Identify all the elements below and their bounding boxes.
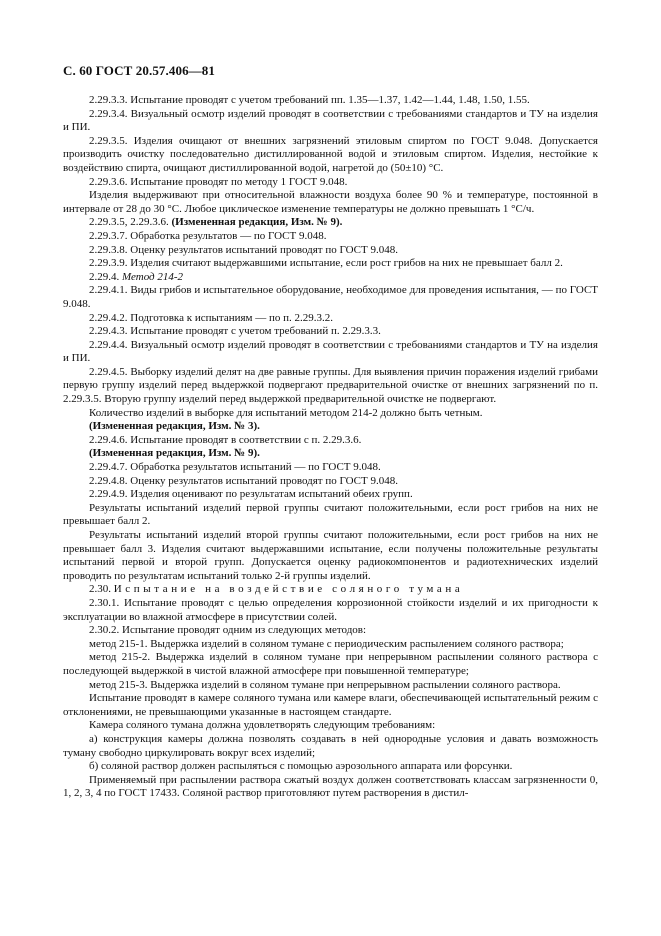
paragraph-text: 2.29.4. bbox=[89, 270, 122, 283]
paragraph-text: 2.29.4.9. Изделия оценивают по результатам испытаний обеих групп. bbox=[89, 488, 413, 501]
paragraph-text: 2.29.4.5. Выборку изделий делят на две равные группы. Для выявления причин поражения изделий грибами первую группу изделий перед выдержкой подвергают предварительной очистке от внешних загрязнений по п. 2.29.3.5. Вторую группу изделий перед выдержкой предварительной очистке не подвергают. bbox=[63, 365, 598, 406]
paragraph bbox=[63, 434, 598, 448]
paragraph-text: 2.29.3.9. Изделия считают выдержавшими испытание, если рост грибов на них не превышает балл 2. bbox=[89, 257, 563, 270]
page-header: С. 60 ГОСТ 20.57.406—81 bbox=[63, 63, 215, 78]
paragraph bbox=[63, 692, 598, 719]
paragraph-text: 2.29.4.4. Визуальный осмотр изделий проводят в соответствии с требованиями стандартов и ТУ на изделия и ПИ. bbox=[63, 338, 598, 365]
paragraph bbox=[63, 312, 598, 326]
paragraph bbox=[63, 447, 598, 461]
method-title: Метод 214-2 bbox=[122, 270, 184, 283]
paragraph-text: Изделия выдерживают при относительной влажности воздуха более 90 % и температуре, постоянной в интервале от 28 до 30 °С. Любое циклическое изменение температуры не должно превышать 1 °С/ч. bbox=[63, 189, 598, 215]
paragraph-text: метод 215-2. Выдержка изделий в соляном тумане при непрерывном распылении соляного раствора с последующей выдержкой в чистой влажной атмосфере при повышенной температуре; bbox=[63, 651, 598, 677]
paragraph bbox=[63, 94, 598, 108]
paragraph bbox=[63, 679, 598, 693]
paragraph-text: метод 215-3. Выдержка изделий в соляном тумане при непрерывном распылении соляного раствора. bbox=[89, 678, 561, 691]
section-title: Испытание на воздействие соляного тумана bbox=[113, 583, 464, 596]
paragraph bbox=[63, 502, 598, 529]
paragraph bbox=[63, 176, 598, 190]
paragraph bbox=[63, 651, 598, 678]
paragraph bbox=[63, 638, 598, 652]
paragraph bbox=[63, 420, 598, 434]
paragraph-text: 2.30. bbox=[89, 583, 114, 596]
paragraph bbox=[63, 339, 598, 366]
paragraph bbox=[63, 475, 598, 489]
paragraph-text: Камера соляного тумана должна удовлетворять следующим требованиям: bbox=[89, 719, 436, 732]
paragraph bbox=[63, 760, 598, 774]
paragraph-text: 2.30.2. Испытание проводят одним из следующих методов: bbox=[89, 624, 367, 637]
amendment-note: (Измененная редакция, Изм. № 9). bbox=[89, 447, 260, 460]
paragraph bbox=[63, 135, 598, 176]
paragraph bbox=[63, 624, 598, 638]
paragraph bbox=[63, 108, 598, 135]
paragraph-text: Результаты испытаний изделий второй группы считают положительными, если рост грибов на них не превышает балл 3. Изделия считают выдержавшими испытание, если получены положительные результаты испытаний первой и второй групп. Допускается оценку радиокомпонентов и радиотехнических изделий проводить по результатам испытаний только 2-й группы изделий. bbox=[63, 529, 598, 582]
paragraph bbox=[63, 774, 598, 801]
paragraph-text: 2.29.3.6. Испытание проводят по методу 1 ГОСТ 9.048. bbox=[89, 175, 348, 188]
paragraph bbox=[63, 407, 598, 421]
paragraph-text: Результаты испытаний изделий первой группы считают положительными, если рост грибов на них не превышает балл 2. bbox=[63, 501, 598, 528]
paragraph-text: 2.29.4.8. Оценку результатов испытаний проводят по ГОСТ 9.048. bbox=[89, 474, 398, 487]
paragraph-text: метод 215-1. Выдержка изделий в соляном тумане с периодическим распылением соляного раствора; bbox=[89, 637, 564, 650]
amendment-note: (Измененная редакция, Изм. № 3). bbox=[89, 420, 260, 433]
paragraph-text: 2.29.3.5, 2.29.3.6. bbox=[89, 216, 172, 229]
paragraph-text: Количество изделий в выборке для испытаний методом 214-2 должно быть четным. bbox=[89, 406, 483, 419]
paragraph bbox=[63, 216, 598, 230]
paragraph-text: Испытание проводят в камере соляного тумана или камере влаги, обеспечивающей испытательный режим с отклонениями, не превышающими указанные в настоящем стандарте. bbox=[63, 692, 598, 718]
paragraph bbox=[63, 271, 598, 285]
paragraph bbox=[63, 284, 598, 311]
paragraph bbox=[63, 230, 598, 244]
paragraph bbox=[63, 189, 598, 216]
paragraph bbox=[63, 597, 598, 624]
paragraph bbox=[63, 325, 598, 339]
paragraph-text: 2.29.4.1. Виды грибов и испытательное оборудование, необходимое для проведения испытания, — по ГОСТ 9.048. bbox=[63, 284, 598, 310]
paragraph-text: а) конструкция камеры должна позволять создавать в ней однородные условия и давать возможность туману свободно циркулировать вокруг всех изделий; bbox=[63, 732, 598, 759]
paragraph-text: б) соляной раствор должен распыляться с помощью аэрозольного аппарата или форсунки. bbox=[89, 760, 513, 773]
paragraph-text: 2.29.3.3. Испытание проводят с учетом требований пп. 1.35—1.37, 1.42—1.44, 1.48, 1.50, 1.55. bbox=[89, 94, 530, 106]
paragraph bbox=[63, 529, 598, 583]
paragraph bbox=[63, 719, 598, 733]
paragraph bbox=[63, 257, 598, 271]
paragraph-text: 2.30.1. Испытание проводят с целью определения коррозионной стойкости изделий и их пригодности к эксплуатации во влажной атмосфере в присутствии солей. bbox=[63, 596, 598, 623]
paragraph bbox=[63, 461, 598, 475]
paragraph bbox=[63, 583, 598, 597]
paragraph-text: 2.29.4.7. Обработка результатов испытаний — по ГОСТ 9.048. bbox=[89, 461, 381, 474]
document-body bbox=[63, 94, 598, 801]
paragraph bbox=[63, 733, 598, 760]
paragraph-text: 2.29.3.5. Изделия очищают от внешних загрязнений этиловым спиртом по ГОСТ 9.048. Допускается производить очистку последовательно дистиллированной водой и этиловым спиртом. Изделия, нестойкие к воздействию спирта, очищают дистиллированной водой, нагретой до (50±10) °С. bbox=[63, 134, 598, 174]
paragraph-text: 2.29.3.4. Визуальный осмотр изделий проводят в соответствии с требованиями стандартов и ТУ на изделия и ПИ. bbox=[63, 107, 598, 134]
paragraph-text: 2.29.4.3. Испытание проводят с учетом требований п. 2.29.3.3. bbox=[89, 325, 381, 338]
paragraph-text: 2.29.3.7. Обработка результатов — по ГОСТ 9.048. bbox=[89, 229, 327, 242]
paragraph-text: Применяемый при распылении раствора сжатый воздух должен соответствовать классам загрязненности 0, 1, 2, 3, 4 по ГОСТ 17433. Соляной раствор приготовляют путем растворения в дистил- bbox=[63, 773, 598, 800]
paragraph-text: 2.29.4.6. Испытание проводят в соответствии с п. 2.29.3.6. bbox=[89, 433, 362, 446]
paragraph bbox=[63, 366, 598, 407]
paragraph-text: 2.29.4.2. Подготовка к испытаниям — по п. 2.29.3.2. bbox=[89, 311, 334, 324]
paragraph-text: 2.29.3.8. Оценку результатов испытаний проводят по ГОСТ 9.048. bbox=[89, 243, 398, 256]
amendment-note: (Измененная редакция, Изм. № 9). bbox=[171, 216, 343, 229]
paragraph bbox=[63, 244, 598, 258]
paragraph bbox=[63, 488, 598, 502]
